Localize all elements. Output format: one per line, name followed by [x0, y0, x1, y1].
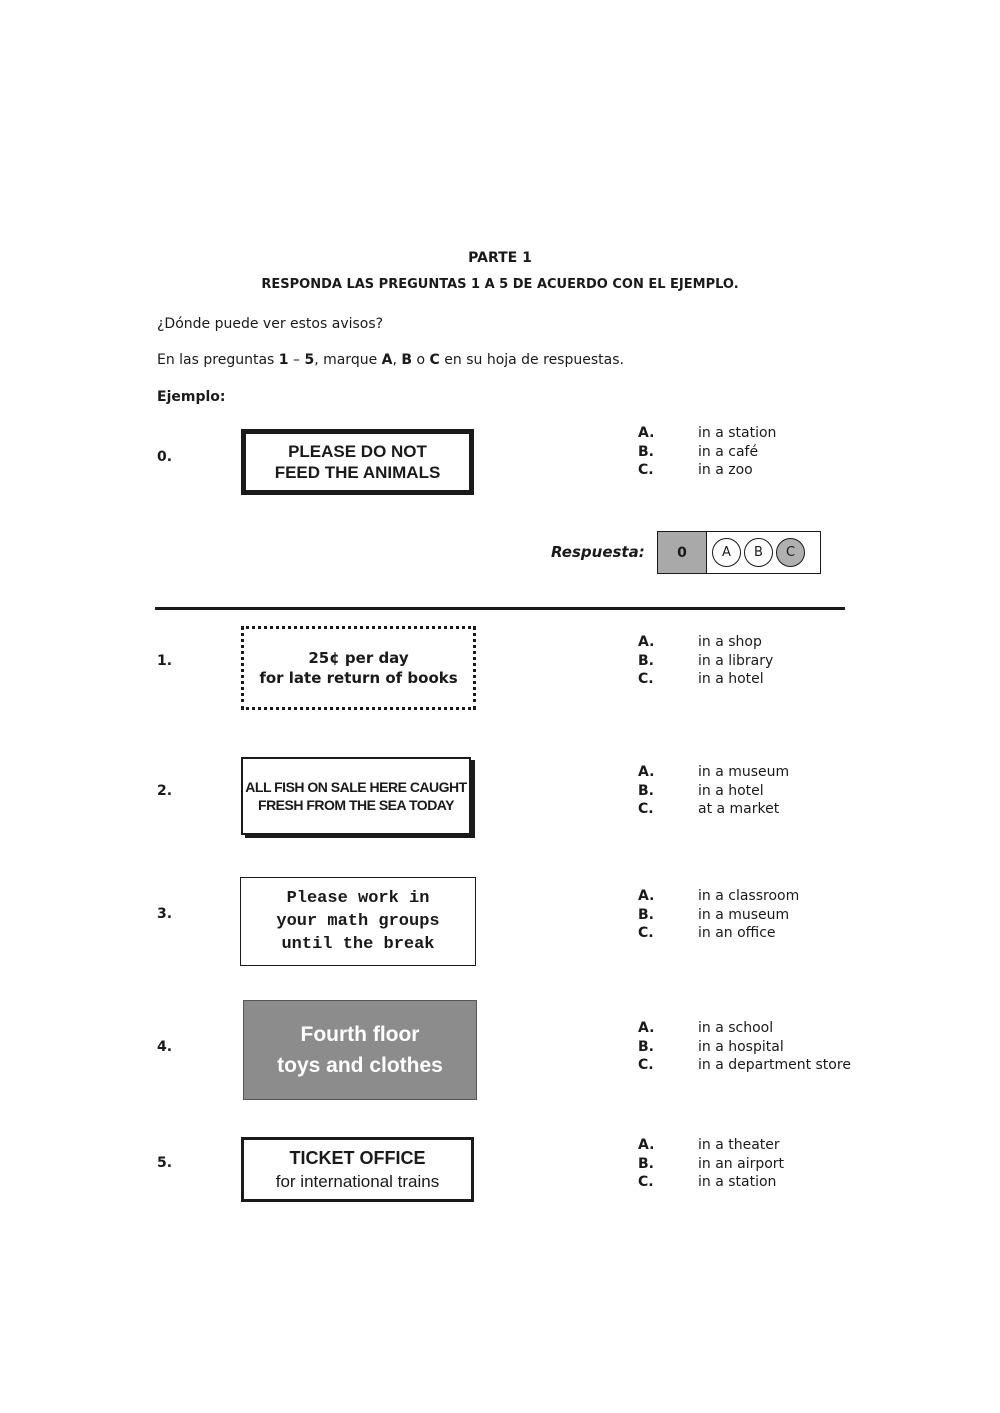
example-options — [638, 424, 776, 480]
option-a — [638, 1019, 851, 1038]
option-text: at a market — [698, 801, 780, 817]
option-text: in a station — [698, 425, 777, 441]
option-letter: B. — [638, 1038, 654, 1055]
option-letter: A. — [638, 888, 655, 904]
mark-b: B — [401, 352, 413, 368]
option-letter: C. — [638, 1057, 654, 1073]
option-a — [638, 633, 773, 652]
option-text: in a hospital — [698, 1038, 784, 1055]
option-letter: B. — [638, 652, 654, 669]
sign-line: FRESH FROM THE SEA TODAY — [258, 797, 454, 813]
option-letter: A. — [638, 1137, 655, 1153]
option-text: in a school — [698, 1020, 774, 1036]
question-options — [638, 633, 773, 689]
question-number: 1. — [157, 653, 173, 669]
answer-box — [657, 531, 821, 574]
question-number: 5. — [157, 1155, 173, 1171]
question-sign — [243, 1000, 477, 1100]
question-prompt: ¿Dónde puede ver estos avisos? — [157, 316, 384, 332]
option-text: in a shop — [698, 634, 762, 650]
sign-line: for international trains — [275, 1171, 440, 1191]
mark-q5: 5 — [304, 352, 315, 368]
mark-o: o — [412, 352, 430, 368]
option-b — [638, 906, 799, 925]
option-letter: C. — [638, 925, 654, 941]
option-c — [638, 461, 776, 480]
option-c — [638, 800, 789, 819]
option-text: in a café — [698, 443, 759, 460]
option-text: in a library — [698, 652, 774, 669]
option-letter: C. — [638, 1174, 654, 1190]
option-letter: C. — [638, 462, 654, 478]
question-options — [638, 887, 799, 943]
answer-label: Respuesta: — [551, 543, 645, 561]
option-letter: B. — [638, 443, 654, 460]
option-text: in a museum — [698, 906, 790, 923]
option-text: in a hotel — [698, 671, 764, 687]
answer-bubble-a[interactable]: A — [712, 538, 741, 567]
option-letter: A. — [638, 1020, 655, 1036]
mark-a: A — [381, 352, 393, 368]
sign-line: toys and clothes — [277, 1054, 443, 1077]
option-a — [638, 1136, 784, 1155]
marking-instruction — [157, 352, 624, 368]
option-text: in an office — [698, 925, 776, 941]
option-text: in an airport — [698, 1155, 785, 1172]
question-sign — [241, 757, 471, 835]
example-sign — [241, 429, 474, 495]
option-c — [638, 1056, 851, 1075]
sign-line: your math groups — [276, 912, 440, 931]
sign-line: Fourth floor — [300, 1023, 420, 1046]
sign-line: for late return of books — [259, 669, 458, 687]
mark-dash: – — [288, 352, 305, 368]
section-divider — [155, 607, 845, 610]
answer-bubble-b[interactable]: B — [744, 538, 773, 567]
option-letter: A. — [638, 634, 655, 650]
answer-bubble-c[interactable]: C — [776, 538, 805, 567]
question-number: 2. — [157, 783, 173, 799]
option-b — [638, 443, 776, 462]
mark-text-mid: , marque — [314, 352, 382, 368]
sign-line: Please work in — [286, 889, 430, 908]
option-b — [638, 652, 773, 671]
option-a — [638, 887, 799, 906]
option-b — [638, 1155, 784, 1174]
sign-line: TICKET OFFICE — [289, 1147, 426, 1168]
mark-c: C — [429, 352, 440, 368]
sign-line: PLEASE DO NOT — [288, 442, 427, 461]
question-number: 4. — [157, 1039, 173, 1055]
sign-line: 25¢ per day — [308, 649, 409, 667]
mark-text-post: en su hoja de respuestas. — [439, 352, 624, 368]
option-c — [638, 924, 799, 943]
option-letter: C. — [638, 671, 654, 687]
sign-line: FEED THE ANIMALS — [274, 463, 441, 482]
option-b — [638, 1038, 851, 1057]
answer-number: 0 — [658, 532, 707, 573]
question-sign — [241, 626, 476, 710]
instruction-heading: RESPONDA LAS PREGUNTAS 1 A 5 DE ACUERDO CON EL EJEMPLO. — [261, 277, 739, 292]
part-title: PARTE 1 — [468, 250, 532, 266]
question-number: 3. — [157, 906, 173, 922]
option-letter: B. — [638, 1155, 654, 1172]
mark-comma: , — [392, 352, 402, 368]
option-text: in a theater — [698, 1137, 780, 1153]
option-letter: A. — [638, 425, 655, 441]
option-c — [638, 670, 773, 689]
example-label: Ejemplo: — [157, 389, 226, 405]
option-text: in a museum — [698, 764, 790, 780]
option-a — [638, 763, 789, 782]
question-sign — [240, 877, 476, 966]
option-letter: B. — [638, 782, 654, 799]
question-options — [638, 763, 789, 819]
sign-line: until the break — [281, 935, 435, 954]
question-sign — [241, 1137, 474, 1202]
option-text: in a station — [698, 1174, 777, 1190]
option-letter: B. — [638, 906, 654, 923]
option-text: in a department store — [698, 1057, 851, 1073]
option-letter: C. — [638, 801, 654, 817]
option-text: in a hotel — [698, 782, 764, 799]
question-options — [638, 1136, 784, 1192]
option-c — [638, 1173, 784, 1192]
option-text: in a classroom — [698, 888, 800, 904]
mark-q1: 1 — [278, 352, 289, 368]
question-options — [638, 1019, 851, 1075]
option-text: in a zoo — [698, 462, 753, 478]
mark-text-pre: En las preguntas — [157, 352, 279, 368]
answer-bubbles — [707, 532, 805, 573]
option-letter: A. — [638, 764, 655, 780]
option-b — [638, 782, 789, 801]
example-number: 0. — [157, 449, 173, 465]
sign-line: ALL FISH ON SALE HERE CAUGHT — [245, 779, 467, 795]
option-a — [638, 424, 776, 443]
